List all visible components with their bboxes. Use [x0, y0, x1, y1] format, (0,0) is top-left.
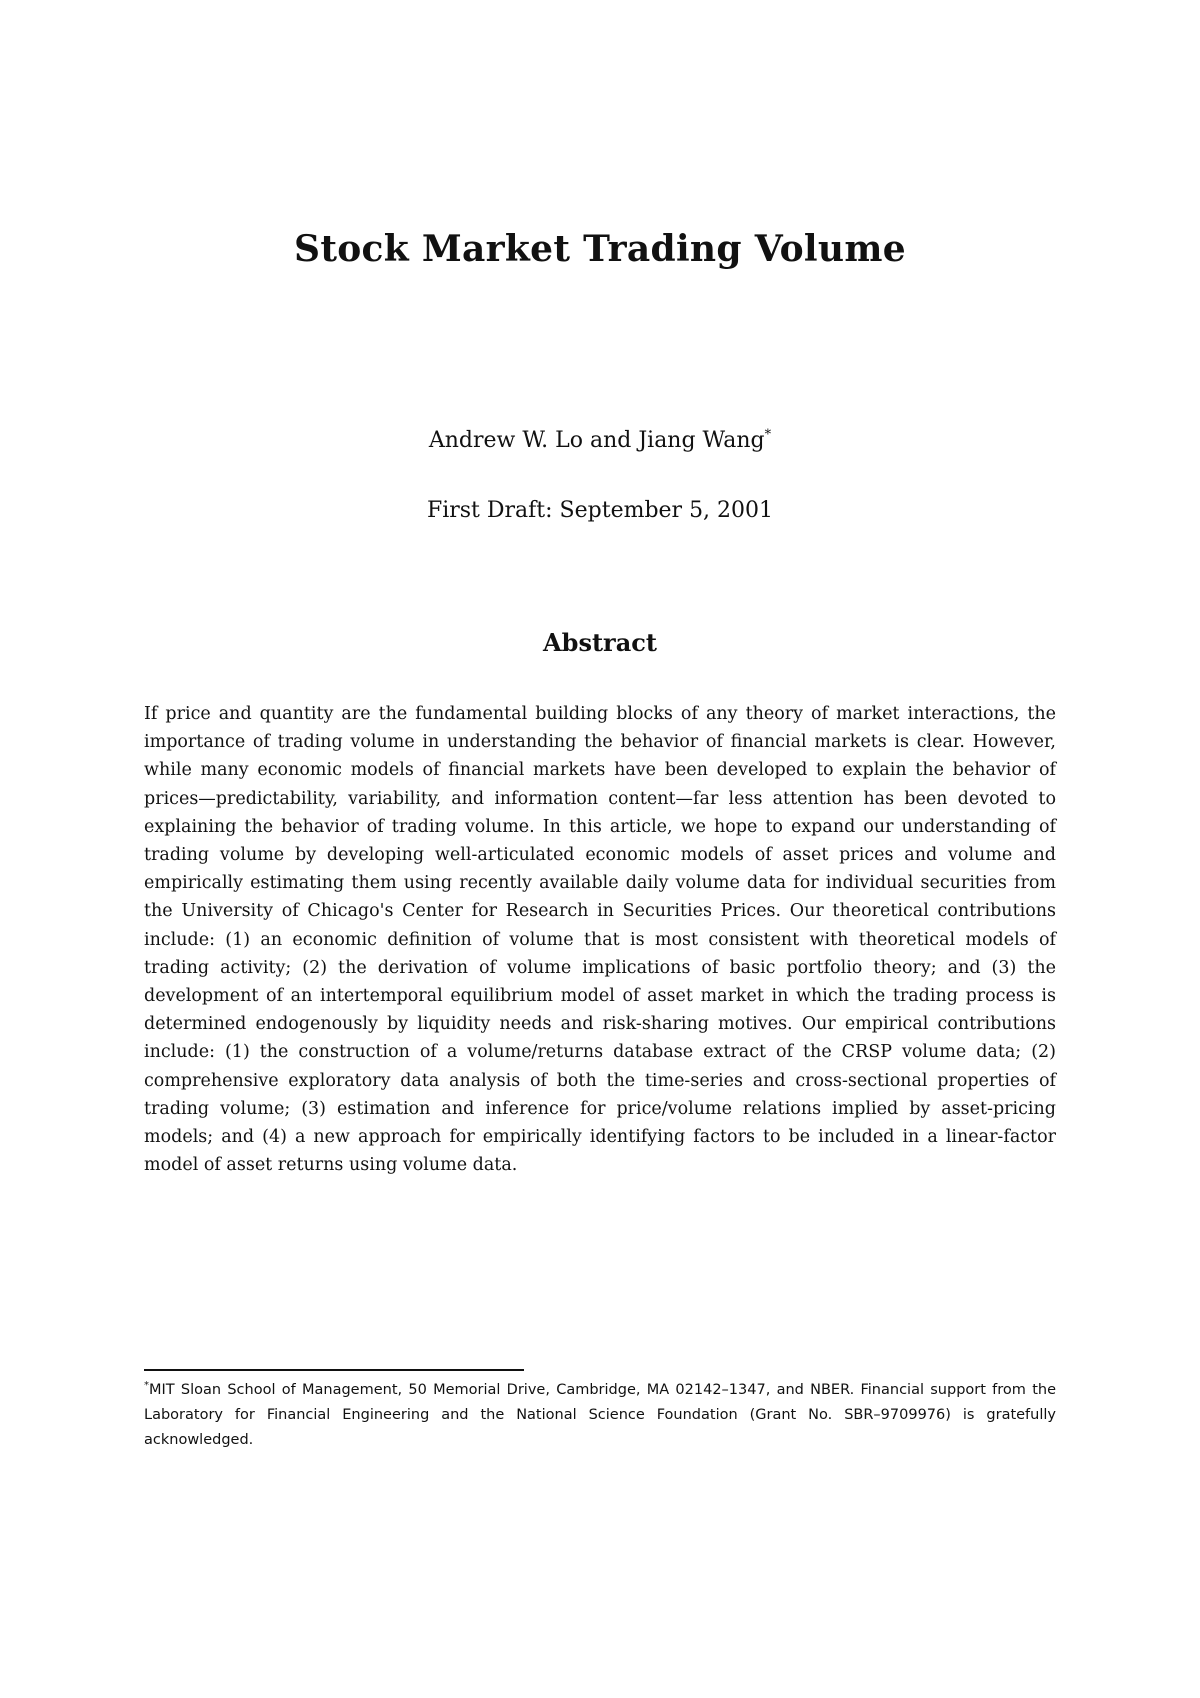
paper-title: Stock Market Trading Volume	[294, 228, 906, 270]
abstract-body: If price and quantity are the fundamental building blocks of any theory of market interactions, the importance of trading volume in understanding the behavior of financial markets is clear. However, while many economic models of financial markets have been developed to explain the behavior of prices—predictability, variability, and information content—far less attention has been devoted to explaining the behavior of trading volume. In this article, we hope to expand our understanding of trading volume by developing well-articulated economic models of asset prices and volume and empirically estimating them using recently available daily volume data for individual securities from the University of Chicago's Center for Research in Securities Prices. Our theoretical contributions include: (1) an economic definition of volume that is most consistent with theoretical models of trading activity; (2) the derivation of volume implications of basic portfolio theory; and (3) the development of an intertemporal equilibrium model of asset market in which the trading process is determined endogenously by liquidity needs and risk-sharing motives. Our empirical contributions include: (1) the construction of a volume/returns database extract of the CRSP volume data; (2) comprehensive exploratory data analysis of both the time-series and cross-sectional properties of trading volume; (3) estimation and inference for price/volume relations implied by asset-pricing models; and (4) a new approach for empirically identifying factors to be included in a linear-factor model of asset returns using volume data.	[144, 704, 1056, 1176]
footnote	[144, 1378, 1056, 1453]
author-footnote-marker: *	[764, 427, 772, 443]
author-line	[0, 428, 1200, 453]
draft-date: First Draft: September 5, 2001	[426, 498, 774, 523]
footnote-rule	[144, 1369, 524, 1371]
footnote-text: MIT Sloan School of Management, 50 Memorial Drive, Cambridge, MA 02142–1347, and NBER. Financial support from the Laboratory for Financial Engineering and the National Science Foundation (Grant No. SBR–9709976) is gratefully acknowledged.	[144, 1382, 1056, 1448]
footnote-marker: *	[144, 1380, 149, 1392]
abstract-heading: Abstract	[543, 628, 657, 657]
authors: Andrew W. Lo and Jiang Wang	[428, 428, 765, 453]
